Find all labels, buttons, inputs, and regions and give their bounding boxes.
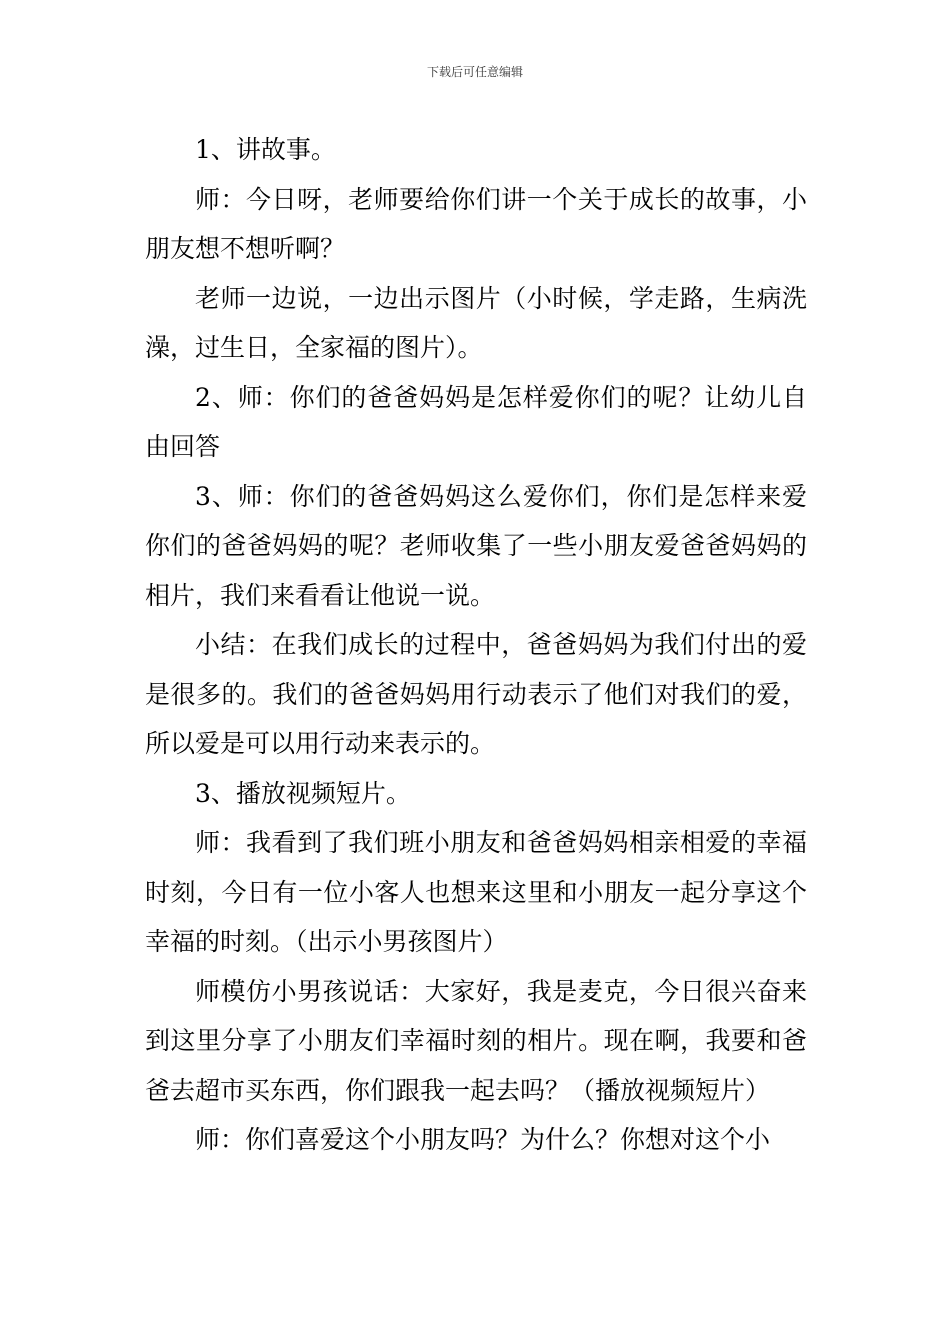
paragraph-final-question: 师：你们喜爱这个小朋友吗？为什么？你想对这个小: [195, 1125, 771, 1154]
paragraph-happy-moment: 师：我看到了我们班小朋友和爸爸妈妈相亲相爱的幸福时刻，今日有一位小客人也想来这里和小朋友一起分享这个幸福的时刻。（出示小男孩图片）: [145, 828, 807, 956]
paragraph-question-parents-love: 2、师：你们的爸爸妈妈是怎样爱你们的呢？让幼儿自由回答: [145, 382, 807, 461]
paragraph-boy-speech: 师模仿小男孩说话：大家好，我是麦克，今日很兴奋来到这里分享了小朋友们幸福时刻的相片。现在啊，我要和爸爸去超市买东西，你们跟我一起去吗？（播放视频短片）: [145, 976, 807, 1105]
paragraph-teacher-intro: 师：今日呀，老师要给你们讲一个关于成长的故事，小朋友想不想听啊？: [145, 184, 807, 263]
page-header: 下载后可任意编辑: [426, 65, 523, 79]
paragraph-summary: 小结：在我们成长的过程中，爸爸妈妈为我们付出的爱是很多的。我们的爸爸妈妈用行动表示了他们对我们的爱，所以爱是可以用行动来表示的。: [145, 630, 807, 758]
paragraph-question-love-parents: 3、师：你们的爸爸妈妈这么爱你们，你们是怎样来爱你们的爸爸妈妈的呢？老师收集了一些小朋友爱爸爸妈妈的相片，我们来看看让他说一说。: [145, 481, 807, 610]
paragraph-show-pictures: 老师一边说，一边出示图片（小时候，学走路，生病洗澡，过生日，全家福的图片）。: [145, 283, 807, 362]
paragraph-play-video-heading: 3、播放视频短片。: [195, 778, 411, 808]
paragraph-story-heading: 1、讲故事。: [195, 135, 336, 164]
document-body: [145, 125, 807, 1165]
